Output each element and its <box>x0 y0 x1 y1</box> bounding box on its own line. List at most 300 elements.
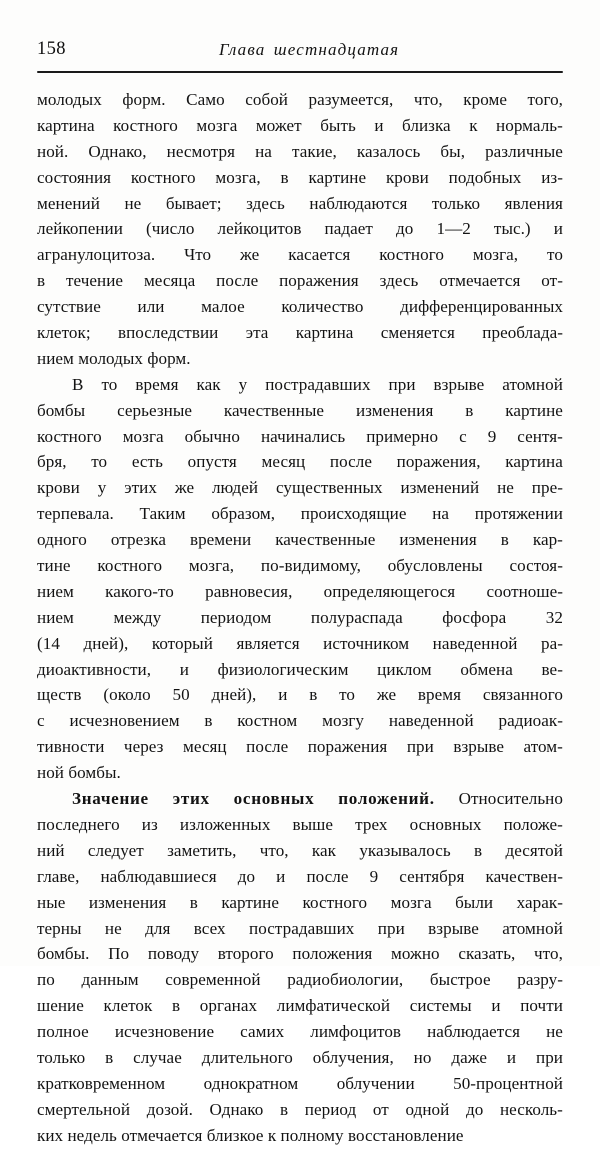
word: с <box>459 426 467 446</box>
word: ществ <box>37 685 82 705</box>
word: лейкоцитов <box>217 219 302 239</box>
word: мозга <box>122 426 164 446</box>
word: смертельной <box>37 1099 131 1119</box>
word: в <box>37 271 46 291</box>
word: серьезные <box>117 400 193 420</box>
text-line <box>37 242 563 268</box>
word: к <box>469 115 478 135</box>
word: длительного <box>201 1047 293 1067</box>
word: через <box>123 737 164 757</box>
word: количество <box>281 297 364 317</box>
word: нием <box>37 581 74 601</box>
word: можно <box>390 944 440 964</box>
word: различные <box>485 141 563 161</box>
word: (около <box>103 685 151 705</box>
runin-heading-word: этих <box>172 789 210 809</box>
page-number: 158 <box>37 39 66 59</box>
word: преоблада- <box>482 323 563 343</box>
word: в <box>280 167 289 187</box>
word: облучении <box>336 1073 415 1093</box>
word: в <box>474 840 483 860</box>
word: быть <box>320 115 356 135</box>
word: сентя- <box>517 426 563 446</box>
word: разру- <box>517 970 563 990</box>
word: атомной <box>502 374 563 394</box>
word: и <box>553 219 563 239</box>
word: нормаль- <box>496 115 563 135</box>
word: наблюдаются <box>309 193 408 213</box>
word: здесь <box>246 193 285 213</box>
word: даже <box>451 1047 488 1067</box>
word: разумеется, <box>308 90 394 109</box>
word: изложенных <box>179 814 271 834</box>
word: по-видимому, <box>260 556 361 576</box>
word: же <box>376 685 397 705</box>
word: до <box>237 866 256 886</box>
word: тыс.) <box>493 219 531 239</box>
word: течение <box>66 271 124 291</box>
word: на <box>432 504 450 524</box>
word: после <box>246 737 289 757</box>
word: явления <box>504 193 563 213</box>
word: мозгу <box>322 711 365 731</box>
word: лимфоцитов <box>310 1022 402 1042</box>
word: следует <box>87 840 144 860</box>
word: между <box>113 607 162 627</box>
text-line <box>37 864 563 890</box>
word: положения <box>292 944 373 964</box>
word: органах <box>199 996 258 1016</box>
text-line <box>37 631 563 657</box>
word: месяц <box>182 737 227 757</box>
text-line <box>37 372 563 398</box>
word: костного <box>130 167 196 187</box>
word: дифференцированных <box>400 297 563 317</box>
word: образом, <box>211 504 276 524</box>
word: ной. <box>37 141 69 161</box>
word: терны <box>37 918 82 938</box>
word: казалось <box>356 141 421 161</box>
text-line: нием молодых форм. <box>37 348 191 368</box>
text-line <box>37 398 563 424</box>
word: однократном <box>203 1073 299 1093</box>
word: мозга, <box>215 167 261 187</box>
word: Однако, <box>88 141 147 161</box>
word: выше <box>292 814 334 834</box>
word: не <box>104 918 122 938</box>
word: бы, <box>440 141 466 161</box>
text-line <box>37 1019 563 1045</box>
word: случае <box>133 1047 182 1067</box>
word: как <box>196 374 221 394</box>
word: для <box>145 918 171 938</box>
word: время <box>417 685 462 705</box>
word: не <box>124 193 142 213</box>
word: 32 <box>545 607 563 627</box>
word: людей <box>211 478 259 498</box>
word: времени <box>189 530 252 550</box>
word: 50 <box>172 685 190 705</box>
word: при <box>536 1047 563 1067</box>
word: Однако <box>209 1099 264 1119</box>
word: такие, <box>291 141 337 161</box>
word: костного <box>37 426 102 446</box>
word: сутствие <box>37 297 101 317</box>
word: 9 <box>369 866 379 886</box>
word: терпевала. <box>37 504 114 524</box>
word: равновесия, <box>205 581 293 601</box>
word: Само <box>186 90 225 109</box>
word: есть <box>131 452 163 472</box>
word: и <box>276 866 286 886</box>
word: время <box>135 374 179 394</box>
word: сказать, <box>458 944 516 964</box>
word: впоследствии <box>117 323 219 343</box>
word: агранулоцитоза. <box>37 245 156 265</box>
word: же <box>174 478 195 498</box>
word: после <box>306 866 349 886</box>
word: костного <box>113 115 178 135</box>
text-line <box>37 553 563 579</box>
word: форм. <box>122 90 166 109</box>
word: в <box>189 892 198 912</box>
word: картина <box>37 115 95 135</box>
word: кратковременном <box>37 1073 166 1093</box>
word: полураспада <box>310 607 403 627</box>
word: может <box>255 115 302 135</box>
text-line <box>37 449 563 475</box>
word: картине <box>505 400 563 420</box>
word: в <box>204 711 213 731</box>
word: последнего <box>37 814 120 834</box>
word: картине <box>221 892 279 912</box>
word: диоактивности, <box>37 659 152 679</box>
word: существенных <box>275 478 383 498</box>
word: почти <box>520 996 563 1016</box>
word: только <box>37 1047 86 1067</box>
word: период <box>304 1099 357 1119</box>
text-line <box>37 657 563 683</box>
text-line <box>37 605 563 631</box>
word: качествен- <box>485 866 563 886</box>
word: картина <box>505 452 563 472</box>
word: наведенной <box>432 633 518 653</box>
word: из <box>141 814 158 834</box>
word: при <box>377 918 405 938</box>
word: главе, <box>37 866 80 886</box>
word: дней), <box>211 685 257 705</box>
word: же <box>240 245 260 265</box>
word: не <box>497 478 514 498</box>
word: периодом <box>200 607 272 627</box>
text-line <box>37 1071 563 1097</box>
word: здесь <box>379 271 419 291</box>
word: Таким <box>139 504 186 524</box>
word: основных <box>409 814 482 834</box>
word: с <box>37 711 45 731</box>
word: у <box>97 478 107 498</box>
word: поводу <box>147 944 200 964</box>
word: сентября <box>399 866 465 886</box>
word: ве- <box>541 659 563 679</box>
word: до <box>396 219 414 239</box>
word: падает <box>324 219 373 239</box>
word: кроме <box>463 90 508 109</box>
text-line <box>37 916 563 942</box>
word: по <box>37 970 55 990</box>
word: в <box>280 1099 289 1119</box>
word: картине <box>308 167 367 187</box>
word: пре- <box>531 478 563 498</box>
text-line <box>37 87 563 113</box>
word: что, <box>413 90 443 109</box>
word: при <box>406 737 434 757</box>
word: заметить, <box>167 840 237 860</box>
word: только <box>431 193 481 213</box>
word: или <box>137 297 165 317</box>
word: обусловлены <box>387 556 483 576</box>
word: опустя <box>187 452 237 472</box>
word: собой <box>245 90 289 109</box>
word: По <box>108 944 130 964</box>
word: атом- <box>523 737 563 757</box>
word: источником <box>323 633 410 653</box>
word: что, <box>259 840 289 860</box>
word: атомной <box>502 918 563 938</box>
word: костного <box>379 245 444 265</box>
word: что, <box>534 944 563 964</box>
word: в <box>500 530 509 550</box>
text-line <box>37 838 563 864</box>
word: кар- <box>532 530 563 550</box>
text-line <box>37 812 563 838</box>
word: циклом <box>377 659 432 679</box>
word: 50-процентной <box>453 1073 563 1093</box>
word: полное <box>37 1022 89 1042</box>
word: бомбы. <box>37 944 90 964</box>
running-head <box>37 38 563 64</box>
word: 9 <box>487 426 497 446</box>
word: эта <box>245 323 269 343</box>
word: мозга <box>390 892 432 912</box>
word: в <box>309 685 318 705</box>
word: одной <box>405 1099 450 1119</box>
word: дней), <box>83 633 129 653</box>
word: того, <box>527 90 563 109</box>
word: и <box>278 685 288 705</box>
text-line <box>37 1097 563 1123</box>
word: взрыве <box>453 737 505 757</box>
word: мозга, <box>472 245 519 265</box>
word: наблюдается <box>427 1022 521 1042</box>
word: молодых <box>37 90 102 109</box>
word: обмена <box>460 659 513 679</box>
word: состояния <box>37 167 112 187</box>
word: то <box>547 245 563 265</box>
word: Относительно <box>458 789 563 809</box>
text-line: ной бомбы. <box>37 763 121 783</box>
word: поражения <box>279 271 359 291</box>
word: клеток; <box>37 323 91 343</box>
text-line <box>37 579 563 605</box>
word: месяц <box>261 452 306 472</box>
word: отрезка <box>110 530 166 550</box>
word: после <box>329 452 372 472</box>
body-text <box>37 87 563 1149</box>
word: указывалось <box>359 840 451 860</box>
word: лейкопении <box>37 219 123 239</box>
word: нием <box>37 607 74 627</box>
word: взрыве <box>433 374 485 394</box>
word: всех <box>193 918 226 938</box>
word: обычно <box>184 426 240 446</box>
word: и <box>491 996 501 1016</box>
word: как <box>311 840 337 860</box>
word: то <box>101 374 118 394</box>
word: в <box>172 996 181 1016</box>
word: до <box>465 1099 484 1119</box>
runin-heading-word: основных <box>233 789 315 809</box>
word: происходящие <box>300 504 407 524</box>
text-line <box>37 734 563 760</box>
word: определяющегося <box>323 581 456 601</box>
word: фосфора <box>442 607 507 627</box>
word: лимфатической <box>276 996 391 1016</box>
word: были <box>455 892 494 912</box>
runin-heading-word: положений. <box>338 789 435 809</box>
word: бывает; <box>165 193 222 213</box>
word: шение <box>37 996 84 1016</box>
text-line <box>37 1045 563 1071</box>
word: современной <box>165 970 261 990</box>
text-line <box>37 501 563 527</box>
word: то <box>339 685 356 705</box>
word: костного <box>97 556 163 576</box>
word: крови <box>385 167 429 187</box>
word: исчезновением <box>69 711 180 731</box>
word: тине <box>37 556 71 576</box>
word: радиобиологии, <box>287 970 404 990</box>
word: мозга, <box>188 556 235 576</box>
word: но <box>413 1047 432 1067</box>
word: харак- <box>516 892 563 912</box>
word: наведенной <box>388 711 474 731</box>
word: бря, <box>37 452 67 472</box>
word: на <box>255 141 272 161</box>
text-line <box>37 424 563 450</box>
word: физиологическим <box>217 659 349 679</box>
word: данным <box>81 970 139 990</box>
word: менений <box>37 193 100 213</box>
word: быстрое <box>429 970 491 990</box>
word: начинались <box>260 426 346 446</box>
word: дозой. <box>146 1099 193 1119</box>
word: бомбы <box>37 400 86 420</box>
word: десятой <box>505 840 563 860</box>
word: картина <box>295 323 354 343</box>
header-rule <box>37 71 563 73</box>
text-line <box>37 993 563 1019</box>
word: одного <box>37 530 87 550</box>
word: качественные <box>275 530 376 550</box>
word: системы <box>409 996 472 1016</box>
text-line <box>37 268 563 294</box>
word: 1—2 <box>436 219 471 239</box>
text-line <box>37 967 563 993</box>
word: ний <box>37 840 65 860</box>
word: радиоак- <box>498 711 563 731</box>
word: который <box>151 633 213 653</box>
word: и <box>506 1047 517 1067</box>
word: сменяется <box>380 323 455 343</box>
word: поражения, <box>396 452 481 472</box>
word: и <box>179 659 189 679</box>
text-line <box>37 890 563 916</box>
word: трех <box>355 814 388 834</box>
word: этих <box>124 478 157 498</box>
word: изменения <box>399 530 477 550</box>
chapter-title: Глава шестнадцатая <box>219 40 400 59</box>
text-line <box>37 320 563 346</box>
word: и <box>374 115 384 135</box>
word: клеток <box>103 996 153 1016</box>
text-line: ких недель отмечается близкое к полному восстановление <box>37 1125 464 1145</box>
text-line <box>37 941 563 967</box>
word: соотноше- <box>486 581 563 601</box>
word: протяжении <box>474 504 563 524</box>
word: близка <box>402 115 451 135</box>
word: исчезновение <box>114 1022 215 1042</box>
word: то <box>91 452 108 472</box>
word: в <box>105 1047 114 1067</box>
word: является <box>236 633 300 653</box>
word: изменений <box>400 478 480 498</box>
word: мозга <box>196 115 238 135</box>
word: у <box>238 374 248 394</box>
text-line <box>37 294 563 320</box>
word: Что <box>184 245 212 265</box>
word: из- <box>541 167 563 187</box>
word: от- <box>541 271 563 291</box>
word: отмечается <box>439 271 521 291</box>
word: связанного <box>482 685 563 705</box>
word: от <box>372 1099 389 1119</box>
word: состоя- <box>509 556 563 576</box>
word: костном <box>237 711 298 731</box>
text-line <box>37 527 563 553</box>
word: малое <box>201 297 245 317</box>
word: крови <box>37 478 80 498</box>
word: поражения <box>307 737 388 757</box>
word: взрыве <box>428 918 479 938</box>
word: тивности <box>37 737 105 757</box>
word: положе- <box>503 814 563 834</box>
word: наблюдавшиеся <box>100 866 217 886</box>
word: месяца <box>143 271 196 291</box>
word: пострадавших <box>249 918 355 938</box>
word: после <box>216 271 259 291</box>
runin-heading-word: Значение <box>72 789 149 809</box>
word: ра- <box>541 633 563 653</box>
word: при <box>388 374 416 394</box>
word: ные <box>37 892 66 912</box>
word: самих <box>240 1022 285 1042</box>
text-line <box>37 191 563 217</box>
word: (14 <box>37 633 60 653</box>
word: несмотря <box>166 141 235 161</box>
word: подобных <box>448 167 522 187</box>
word: какого-то <box>105 581 174 601</box>
